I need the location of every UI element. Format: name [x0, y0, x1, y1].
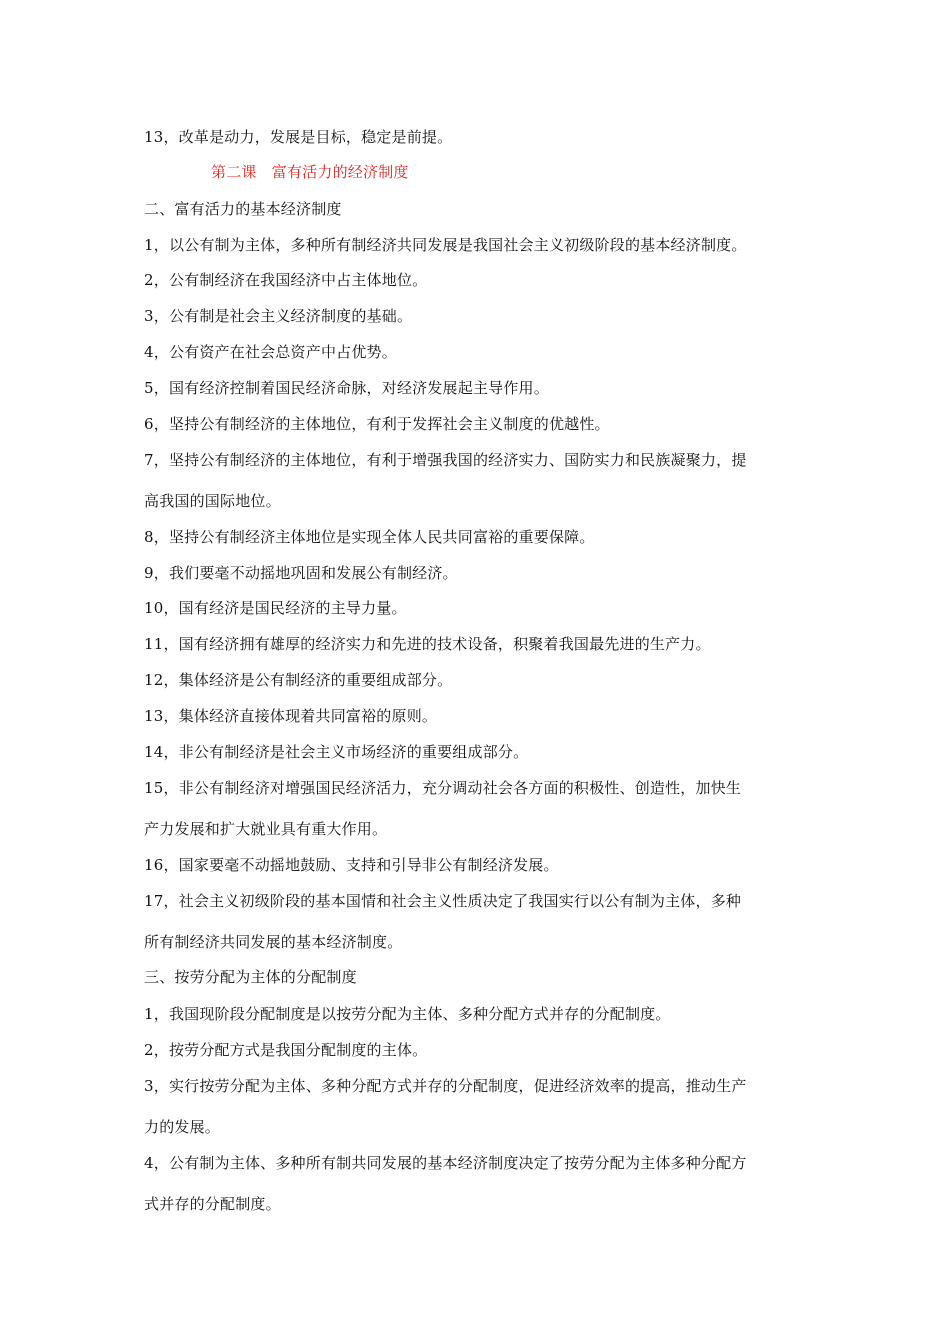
text-line: 3，公有制是社会主义经济制度的基础。 — [144, 307, 413, 325]
text-line: 13，集体经济直接体现着共同富裕的原则。 — [144, 707, 438, 725]
text-line: 14，非公有制经济是社会主义市场经济的重要组成部分。 — [144, 743, 529, 761]
text-line: 力的发展。 — [144, 1118, 221, 1136]
text-line: 2，公有制经济在我国经济中占主体地位。 — [144, 271, 428, 289]
text-line: 16，国家要毫不动摇地鼓励、支持和引导非公有制经济发展。 — [144, 856, 559, 874]
text-line: 12，集体经济是公有制经济的重要组成部分。 — [144, 671, 453, 689]
text-line: 5，国有经济控制着国民经济命脉，对经济发展起主导作用。 — [144, 379, 549, 397]
text-line: 1，以公有制为主体，多种所有制经济共同发展是我国社会主义初级阶段的基本经济制度。 — [144, 236, 747, 254]
text-line: 3，实行按劳分配为主体、多种分配方式并存的分配制度，促进经济效率的提高，推动生产 — [144, 1077, 747, 1095]
text-line: 6，坚持公有制经济的主体地位，有利于发挥社会主义制度的优越性。 — [144, 415, 610, 433]
text-line: 9，我们要毫不动摇地巩固和发展公有制经济。 — [144, 564, 458, 582]
text-line: 17，社会主义初级阶段的基本国情和社会主义性质决定了我国实行以公有制为主体，多种 — [144, 892, 742, 910]
text-line: 15，非公有制经济对增强国民经济活力，充分调动社会各方面的积极性、创造性，加快生 — [144, 779, 742, 797]
section-heading: 三、按劳分配为主体的分配制度 — [144, 968, 357, 986]
text-line: 2，按劳分配方式是我国分配制度的主体。 — [144, 1041, 428, 1059]
text-line: 8，坚持公有制经济主体地位是实现全体人民共同富裕的重要保障。 — [144, 528, 595, 546]
text-line: 7，坚持公有制经济的主体地位，有利于增强我国的经济实力、国防实力和民族凝聚力，提 — [144, 451, 747, 469]
text-line: 4，公有制为主体、多种所有制共同发展的基本经济制度决定了按劳分配为主体多种分配方 — [144, 1154, 747, 1172]
text-line: 11，国有经济拥有雄厚的经济实力和先进的技术设备，积聚着我国最先进的生产力。 — [144, 635, 711, 653]
text-line: 所有制经济共同发展的基本经济制度。 — [144, 933, 403, 951]
text-line: 式并存的分配制度。 — [144, 1195, 281, 1213]
lesson-heading: 第二课 富有活力的经济制度 — [211, 163, 409, 181]
text-line: 10，国有经济是国民经济的主导力量。 — [144, 599, 407, 617]
text-line: 高我国的国际地位。 — [144, 492, 281, 510]
text-line: 4，公有资产在社会总资产中占优势。 — [144, 343, 397, 361]
text-line: 13，改革是动力，发展是目标，稳定是前提。 — [144, 128, 453, 146]
text-line: 1，我国现阶段分配制度是以按劳分配为主体、多种分配方式并存的分配制度。 — [144, 1005, 671, 1023]
text-line: 产力发展和扩大就业具有重大作用。 — [144, 820, 388, 838]
section-heading: 二、富有活力的基本经济制度 — [144, 200, 342, 218]
